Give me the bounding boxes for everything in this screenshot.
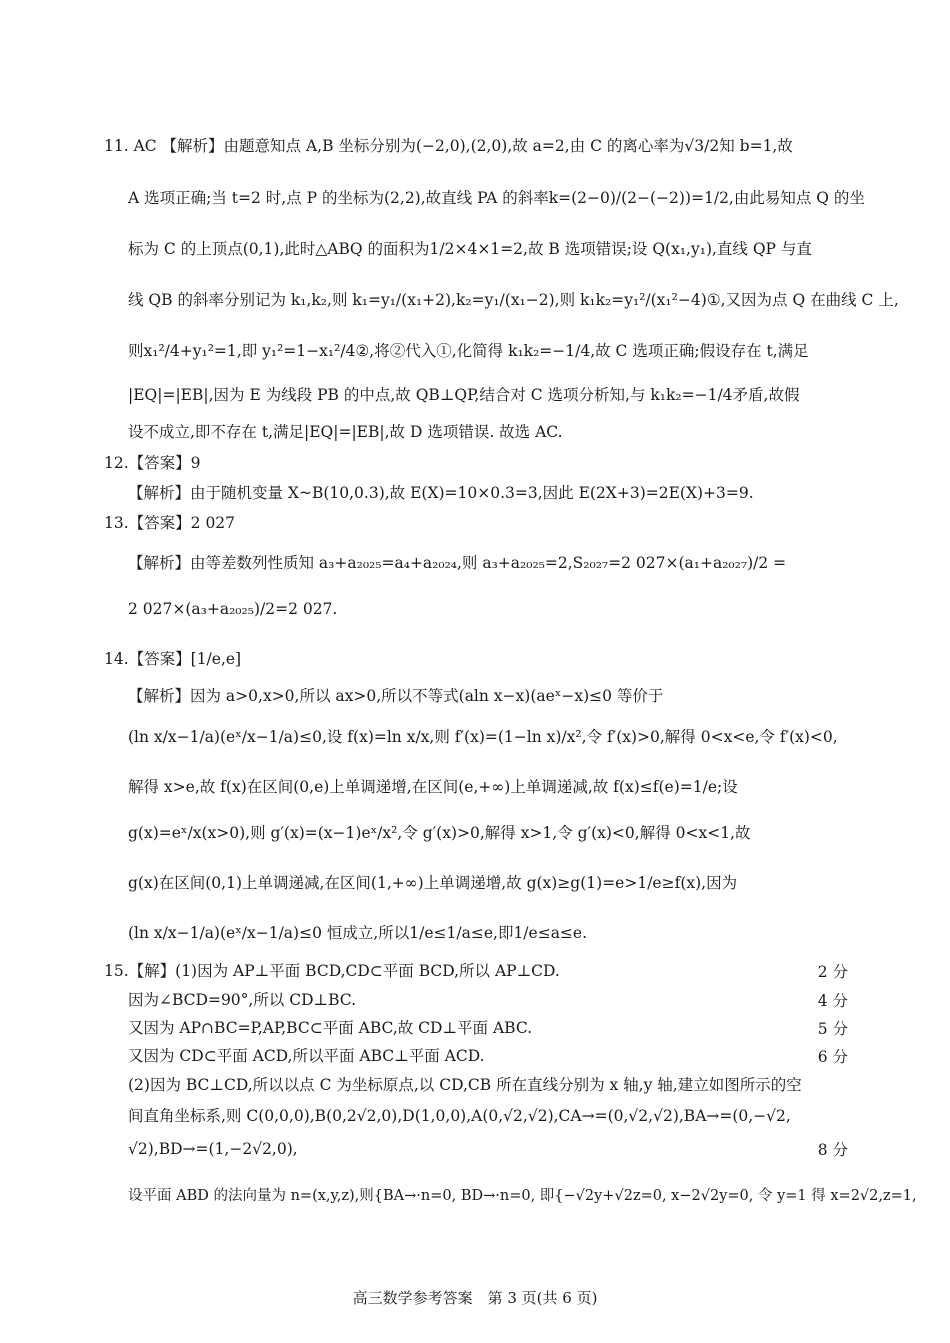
- q11-line-6: |EQ|=|EB|,因为 E 为线段 PB 的中点,故 QB⊥QP,结合对 C 选项分析知,与 k₁k₂=−1/4矛盾,故假: [128, 386, 800, 404]
- q14-answer: 14.【答案】[1/e,e]: [104, 650, 242, 668]
- q12-analysis: 【解析】由于随机变量 X~B(10,0.3),故 E(X)=10×0.3=3,因此 E(2X+3)=2E(X)+3=9.: [128, 484, 754, 502]
- q15-line-8: [128, 1185, 917, 1207]
- q11-line-5: 则x₁²/4+y₁²=1,即 y₁²=1−x₁²/4②,将②代入①,化简得 k₁k₂=−1/4,故 C 选项正确;假设存在 t,满足: [128, 342, 809, 360]
- page-footer: 高三数学参考答案 第 3 页(共 6 页): [352, 1289, 598, 1307]
- q15-line-7-points: 8 分: [817, 1141, 848, 1159]
- q15-line-2: [128, 989, 848, 1011]
- q15-line-2-text: 因为∠BCD=90°,所以 CD⊥BC.: [128, 991, 357, 1009]
- q11-line-3: 标为 C 的上顶点(0,1),此时△ABQ 的面积为1/2×4×1=2,故 B 选项错误;设 Q(x₁,y₁),直线 QP 与直: [128, 240, 812, 258]
- q15-line-7: [128, 1138, 848, 1160]
- q14-analysis-2: (ln x/x−1/a)(eˣ/x−1/a)≤0,设 f(x)=ln x/x,则 f′(x)=(1−ln x)/x²,令 f′(x)>0,解得 0<x<e,令 f′(x)<0,: [128, 728, 838, 746]
- q14-analysis-3: 解得 x>e,故 f(x)在区间(0,e)上单调递增,在区间(e,+∞)上单调递减,故 f(x)≤f(e)=1/e;设: [128, 778, 738, 796]
- q15-line-4: [128, 1045, 848, 1067]
- q15-line-4-text: 又因为 CD⊂平面 ACD,所以平面 ABC⊥平面 ACD.: [128, 1047, 485, 1065]
- q15-line-3-text: 又因为 AP∩BC=P,AP,BC⊂平面 ABC,故 CD⊥平面 ABC.: [128, 1019, 533, 1037]
- q13-answer: 13.【答案】2 027: [104, 514, 236, 532]
- q15-line-2-points: 4 分: [817, 992, 848, 1010]
- q13-analysis-1: 【解析】由等差数列性质知 a₃+a₂₀₂₅=a₄+a₂₀₂₄,则 a₃+a₂₀₂₅=2,S₂₀₂₇=2 027×(a₁+a₂₀₂₇)/2 =: [128, 554, 787, 572]
- q15-line-5-text: (2)因为 BC⊥CD,所以以点 C 为坐标原点,以 CD,CB 所在直线分别为 x 轴,y 轴,建立如图所示的空: [128, 1076, 802, 1094]
- q11-line-2: A 选项正确;当 t=2 时,点 P 的坐标为(2,2),故直线 PA 的斜率k=(2−0)/(2−(−2))=1/2,由此易知点 Q 的坐: [128, 189, 865, 207]
- q15-line-8-text: 设平面 ABD 的法向量为 n=(x,y,z),则{BA→·n=0, BD→·n=0, 即{−√2y+√2z=0, x−2√2y=0, 令 y=1 得 x=2√2,z=1,: [128, 1188, 917, 1204]
- q15-line-1-points: 2 分: [817, 963, 848, 981]
- q15-line-6-text: 间直角坐标系,则 C(0,0,0),B(0,2√2,0),D(1,0,0),A(0,√2,√2),CA→=(0,√2,√2),BA→=(0,−√2,: [128, 1107, 791, 1125]
- q15-line-5: [128, 1074, 848, 1096]
- q15-line-1: [104, 960, 848, 982]
- q15-line-3: [128, 1017, 848, 1039]
- q15-line-4-points: 6 分: [817, 1048, 848, 1066]
- q14-analysis-4: g(x)=eˣ/x(x>0),则 g′(x)=(x−1)eˣ/x²,令 g′(x)>0,解得 x>1,令 g′(x)<0,解得 0<x<1,故: [128, 824, 751, 842]
- q13-analysis-2: 2 027×(a₃+a₂₀₂₅)/2=2 027.: [128, 600, 338, 618]
- q14-analysis-1: 【解析】因为 a>0,x>0,所以 ax>0,所以不等式(aln x−x)(aeˣ−x)≤0 等价于: [128, 687, 664, 705]
- q11-line-4: 线 QB 的斜率分别记为 k₁,k₂,则 k₁=y₁/(x₁+2),k₂=y₁/(x₁−2),则 k₁k₂=y₁²/(x₁²−4)①,又因为点 Q 在曲线 C 上,: [128, 291, 899, 309]
- q14-analysis-6: (ln x/x−1/a)(eˣ/x−1/a)≤0 恒成立,所以1/e≤1/a≤e,即1/e≤a≤e.: [128, 924, 588, 942]
- q15-line-3-points: 5 分: [817, 1020, 848, 1038]
- q12-answer: 12.【答案】9: [104, 454, 201, 472]
- q11-line-7: 设不成立,即不存在 t,满足|EQ|=|EB|,故 D 选项错误. 故选 AC.: [128, 423, 563, 441]
- q15-line-7-text: √2),BD→=(1,−2√2,0),: [128, 1140, 298, 1158]
- q11-line-1: 11. AC 【解析】由题意知点 A,B 坐标分别为(−2,0),(2,0),故 a=2,由 C 的离心率为√3/2知 b=1,故: [104, 137, 793, 155]
- q15-line-6: [128, 1105, 848, 1127]
- q15-line-1-text: 15.【解】(1)因为 AP⊥平面 BCD,CD⊂平面 BCD,所以 AP⊥CD.: [104, 962, 560, 980]
- q14-analysis-5: g(x)在区间(0,1)上单调递减,在区间(1,+∞)上单调递增,故 g(x)≥g(1)=e>1/e≥f(x),因为: [128, 874, 738, 892]
